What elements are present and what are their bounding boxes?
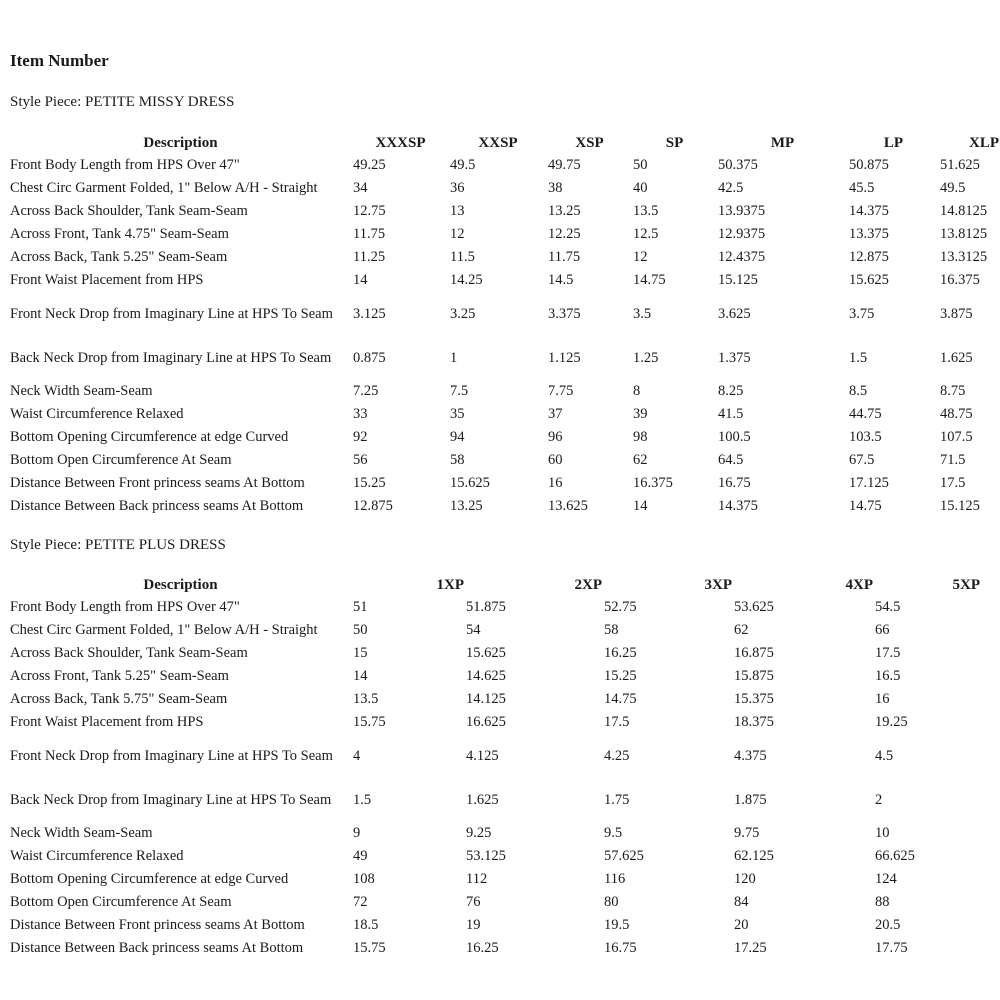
table-row (8, 665, 980, 688)
measurement-cell: 38 (548, 180, 563, 196)
measurement-cell: 3.375 (548, 305, 581, 322)
row-description: Bottom Open Circumference At Seam (10, 894, 232, 910)
measurement-cell: 107.5 (940, 429, 973, 445)
measurement-cell: 16.375 (633, 475, 673, 491)
table-row (8, 822, 980, 845)
measurement-cell: 49.5 (940, 180, 966, 196)
measurement-cell: 112 (466, 871, 488, 887)
measurement-cell: 14 (353, 668, 368, 684)
table-row (8, 269, 1000, 292)
measurement-cell: 96 (548, 429, 563, 445)
measurement-cell: 12.875 (849, 249, 889, 265)
row-description: Distance Between Back princess seams At Bottom (10, 940, 304, 956)
table-row (8, 472, 1000, 495)
row-description: Waist Circumference Relaxed (10, 406, 184, 422)
measurement-cell: 1.25 (633, 349, 659, 366)
measurement-cell: 1.75 (604, 791, 630, 808)
measurement-cell: 9.25 (466, 825, 492, 841)
measurement-cell: 17.5 (604, 714, 630, 730)
measurement-cell: 13.5 (633, 203, 659, 219)
row-description: Front Body Length from HPS Over 47" (10, 157, 240, 173)
row-description: Front Waist Placement from HPS (10, 714, 204, 730)
measurement-cell: 88 (875, 894, 890, 910)
table-row (8, 177, 1000, 200)
measurement-cell: 15.875 (734, 668, 774, 684)
column-header-description: Description (143, 134, 218, 151)
measurement-cell: 4.25 (604, 747, 630, 764)
measurement-cell: 44.75 (849, 406, 882, 422)
measurement-cell: 48.75 (940, 406, 973, 422)
measurement-cell: 50.375 (718, 157, 758, 173)
measurement-cell: 12.75 (353, 203, 386, 219)
style-piece-label-missy: Style Piece: PETITE MISSY DRESS (10, 94, 235, 110)
measurement-cell: 9 (353, 825, 361, 841)
measurement-cell: 14.75 (633, 272, 666, 288)
measurement-cell: 57.625 (604, 848, 644, 864)
measurement-cell: 12.5 (633, 226, 659, 242)
measurement-cell: 14 (353, 272, 368, 288)
row-description: Bottom Opening Circumference at edge Curved (10, 871, 289, 887)
measurement-cell: 33 (353, 406, 368, 422)
measurement-cell: 49 (353, 848, 368, 864)
measurement-cell: 1.5 (849, 349, 868, 366)
column-header-size: XXSP (478, 134, 518, 151)
measurement-cell: 53.625 (734, 599, 774, 615)
row-description: Across Back Shoulder, Tank Seam-Seam (10, 645, 248, 661)
measurement-cell: 3.875 (940, 305, 973, 322)
measurement-cell: 15.625 (849, 272, 889, 288)
measurement-cell: 13.375 (849, 226, 889, 242)
measurement-cell: 15.125 (718, 272, 758, 288)
measurement-cell: 19.25 (875, 714, 908, 730)
table-row (8, 596, 980, 619)
measurement-cell: 8.25 (718, 383, 744, 399)
measurement-cell: 17.25 (734, 940, 767, 956)
measurement-cell: 58 (604, 622, 619, 638)
column-header-size: XXXSP (375, 134, 426, 151)
measurement-cell: 4.125 (466, 747, 499, 764)
measurement-cell: 3.25 (450, 305, 476, 322)
measurement-cell: 13 (450, 203, 465, 219)
measurement-cell: 66.625 (875, 848, 915, 864)
measurement-cell: 16.875 (734, 645, 774, 661)
measurement-cell: 1.375 (718, 349, 751, 366)
measurement-cell: 14.375 (849, 203, 889, 219)
measurement-cell: 15.25 (604, 668, 637, 684)
column-header-size: 1XP (436, 576, 464, 593)
page-title: Item Number (10, 51, 109, 70)
measurement-cell: 1.875 (734, 791, 767, 808)
row-description: Neck Width Seam-Seam (10, 383, 153, 399)
measurement-cell: 16.625 (466, 714, 506, 730)
header-row (8, 574, 980, 596)
row-description: Back Neck Drop from Imaginary Line at HPS To Seam (10, 349, 332, 366)
measurement-cell: 14 (633, 498, 648, 514)
measurement-cell: 100.5 (718, 429, 751, 445)
measurement-cell: 94 (450, 429, 465, 445)
measurement-cell: 20.5 (875, 917, 901, 933)
measurement-cell: 80 (604, 894, 619, 910)
measurement-cell: 11.75 (548, 249, 581, 265)
measurement-cell: 103.5 (849, 429, 882, 445)
measurement-cell: 1.125 (548, 349, 581, 366)
measurement-cell: 11.75 (353, 226, 386, 242)
petite-plus-size-table (8, 574, 980, 960)
measurement-cell: 18.375 (734, 714, 774, 730)
column-header-size: 3XP (704, 576, 732, 593)
table-row (8, 845, 980, 868)
measurement-cell: 34 (353, 180, 368, 196)
measurement-cell: 17.5 (875, 645, 901, 661)
measurement-cell: 54.5 (875, 599, 901, 615)
measurement-cell: 10 (875, 825, 890, 841)
measurement-cell: 1.5 (353, 791, 372, 808)
column-header-size: 5XP (952, 576, 980, 593)
table-row (8, 403, 1000, 426)
measurement-cell: 35 (450, 406, 465, 422)
measurement-cell: 16.25 (604, 645, 637, 661)
measurement-cell: 51.875 (466, 599, 506, 615)
measurement-cell: 4 (353, 747, 361, 764)
petite-missy-size-table (8, 132, 1000, 518)
measurement-cell: 13.3125 (940, 249, 988, 265)
table-row (8, 154, 1000, 177)
measurement-cell: 15.625 (450, 475, 490, 491)
table-row (8, 246, 1000, 269)
measurement-cell: 17.75 (875, 940, 908, 956)
measurement-cell: 54 (466, 622, 481, 638)
measurement-cell: 12.4375 (718, 249, 766, 265)
measurement-cell: 8.5 (849, 383, 868, 399)
measurement-cell: 11.25 (353, 249, 386, 265)
measurement-cell: 62.125 (734, 848, 774, 864)
measurement-cell: 7.5 (450, 383, 469, 399)
column-header-size: MP (770, 134, 795, 151)
measurement-cell: 53.125 (466, 848, 506, 864)
measurement-cell: 98 (633, 429, 648, 445)
measurement-cell: 15.25 (353, 475, 386, 491)
measurement-cell: 9.5 (604, 825, 623, 841)
measurement-cell: 19 (466, 917, 481, 933)
table-row (8, 711, 980, 734)
measurement-cell: 16.25 (466, 940, 499, 956)
table-row (8, 495, 1000, 518)
column-header-description: Description (143, 576, 218, 593)
row-description: Distance Between Front princess seams At Bottom (10, 475, 305, 491)
measurement-cell: 49.75 (548, 157, 581, 173)
measurement-cell: 36 (450, 180, 465, 196)
row-description: Across Back, Tank 5.75" Seam-Seam (10, 691, 228, 707)
measurement-cell: 40 (633, 180, 648, 196)
measurement-cell: 15.125 (940, 498, 980, 514)
measurement-cell: 0.875 (353, 349, 386, 366)
row-description: Neck Width Seam-Seam (10, 825, 153, 841)
measurement-cell: 3.5 (633, 305, 652, 322)
measurement-cell: 14.125 (466, 691, 506, 707)
row-description: Back Neck Drop from Imaginary Line at HPS To Seam (10, 791, 332, 808)
measurement-cell: 50 (353, 622, 368, 638)
header-row (8, 132, 1000, 154)
table-row (8, 937, 980, 960)
measurement-cell: 1 (450, 349, 458, 366)
measurement-cell: 3.625 (718, 305, 751, 322)
measurement-cell: 52.75 (604, 599, 637, 615)
column-header-size: 2XP (574, 576, 602, 593)
measurement-cell: 4.5 (875, 747, 894, 764)
measurement-cell: 16 (548, 475, 563, 491)
measurement-cell: 51 (353, 599, 368, 615)
measurement-cell: 49.25 (353, 157, 386, 173)
measurement-cell: 8 (633, 383, 641, 399)
measurement-cell: 51.625 (940, 157, 980, 173)
measurement-cell: 60 (548, 452, 563, 468)
column-header-size: SP (665, 134, 684, 151)
measurement-cell: 16.75 (718, 475, 751, 491)
measurement-cell: 39 (633, 406, 648, 422)
row-description: Front Body Length from HPS Over 47" (10, 599, 240, 615)
measurement-cell: 18.5 (353, 917, 379, 933)
measurement-cell: 50 (633, 157, 648, 173)
row-description: Bottom Opening Circumference at edge Curved (10, 429, 289, 445)
measurement-cell: 15.75 (353, 940, 386, 956)
measurement-cell: 13.25 (450, 498, 483, 514)
measurement-cell: 14.625 (466, 668, 506, 684)
measurement-cell: 13.625 (548, 498, 588, 514)
measurement-cell: 13.25 (548, 203, 581, 219)
measurement-cell: 15 (353, 645, 368, 661)
measurement-cell: 13.9375 (718, 203, 766, 219)
measurement-cell: 12.875 (353, 498, 393, 514)
measurement-cell: 14.25 (450, 272, 483, 288)
row-description: Chest Circ Garment Folded, 1" Below A/H - Straight (10, 622, 318, 638)
measurement-cell: 12 (450, 226, 465, 242)
measurement-cell: 14.375 (718, 498, 758, 514)
measurement-cell: 41.5 (718, 406, 744, 422)
table-row (8, 891, 980, 914)
row-description: Distance Between Back princess seams At Bottom (10, 498, 304, 514)
measurement-cell: 17.125 (849, 475, 889, 491)
measurement-cell: 19.5 (604, 917, 630, 933)
measurement-cell: 116 (604, 871, 626, 887)
measurement-cell: 14.75 (849, 498, 882, 514)
measurement-cell: 14.8125 (940, 203, 988, 219)
column-header-size: XLP (969, 134, 999, 151)
column-header-size: LP (883, 134, 904, 151)
measurement-cell: 71.5 (940, 452, 966, 468)
measurement-cell: 1.625 (940, 349, 973, 366)
style-piece-label-plus: Style Piece: PETITE PLUS DRESS (10, 537, 226, 553)
measurement-cell: 58 (450, 452, 465, 468)
table-row (8, 642, 980, 665)
measurement-cell: 16.75 (604, 940, 637, 956)
table-row (8, 336, 1000, 380)
measurement-cell: 15.625 (466, 645, 506, 661)
measurement-cell: 4.375 (734, 747, 767, 764)
measurement-cell: 12.25 (548, 226, 581, 242)
row-description: Waist Circumference Relaxed (10, 848, 184, 864)
measurement-cell: 16.375 (940, 272, 980, 288)
measurement-cell: 67.5 (849, 452, 875, 468)
row-description: Across Front, Tank 5.25" Seam-Seam (10, 668, 229, 684)
table-row (8, 380, 1000, 403)
measurement-cell: 49.5 (450, 157, 476, 173)
measurement-cell: 108 (353, 871, 375, 887)
measurement-cell: 56 (353, 452, 368, 468)
row-description: Front Neck Drop from Imaginary Line at HPS To Seam (10, 305, 333, 322)
measurement-cell: 42.5 (718, 180, 744, 196)
measurement-cell: 92 (353, 429, 368, 445)
measurement-cell: 120 (734, 871, 756, 887)
measurement-cell: 62 (734, 622, 749, 638)
measurement-cell: 64.5 (718, 452, 744, 468)
measurement-cell: 3.75 (849, 305, 875, 322)
measurement-cell: 20 (734, 917, 749, 933)
column-header-size: 4XP (845, 576, 873, 593)
measurement-cell: 2 (875, 791, 883, 808)
measurement-cell: 84 (734, 894, 749, 910)
row-description: Bottom Open Circumference At Seam (10, 452, 232, 468)
column-header-size: XSP (575, 134, 604, 151)
table-row (8, 778, 980, 822)
measurement-cell: 13.5 (353, 691, 379, 707)
measurement-cell: 12.9375 (718, 226, 766, 242)
row-description: Chest Circ Garment Folded, 1" Below A/H - Straight (10, 180, 318, 196)
measurement-cell: 11.5 (450, 249, 475, 265)
measurement-cell: 62 (633, 452, 648, 468)
measurement-cell: 7.25 (353, 383, 379, 399)
measurement-cell: 45.5 (849, 180, 875, 196)
table-row (8, 449, 1000, 472)
measurement-cell: 66 (875, 622, 890, 638)
measurement-cell: 14.5 (548, 272, 574, 288)
table-row (8, 292, 1000, 336)
measurement-cell: 16 (875, 691, 890, 707)
measurement-cell: 76 (466, 894, 481, 910)
table-row (8, 223, 1000, 246)
measurement-cell: 12 (633, 249, 648, 265)
measurement-cell: 9.75 (734, 825, 760, 841)
measurement-cell: 8.75 (940, 383, 966, 399)
table-row (8, 619, 980, 642)
row-description: Across Back, Tank 5.25" Seam-Seam (10, 249, 228, 265)
row-description: Across Back Shoulder, Tank Seam-Seam (10, 203, 248, 219)
measurement-cell: 1.625 (466, 791, 499, 808)
measurement-cell: 50.875 (849, 157, 889, 173)
measurement-cell: 14.75 (604, 691, 637, 707)
table-row (8, 688, 980, 711)
table-row (8, 868, 980, 891)
measurement-cell: 15.75 (353, 714, 386, 730)
measurement-cell: 16.5 (875, 668, 901, 684)
measurement-cell: 7.75 (548, 383, 574, 399)
row-description: Front Neck Drop from Imaginary Line at HPS To Seam (10, 747, 333, 764)
row-description: Across Front, Tank 4.75" Seam-Seam (10, 226, 229, 242)
measurement-cell: 72 (353, 894, 368, 910)
row-description: Front Waist Placement from HPS (10, 272, 204, 288)
table-row (8, 734, 980, 778)
measurement-cell: 3.125 (353, 305, 386, 322)
table-row (8, 914, 980, 937)
table-row (8, 200, 1000, 223)
table-row (8, 426, 1000, 449)
measurement-cell: 17.5 (940, 475, 966, 491)
measurement-cell: 124 (875, 871, 897, 887)
row-description: Distance Between Front princess seams At Bottom (10, 917, 305, 933)
measurement-cell: 37 (548, 406, 563, 422)
measurement-cell: 15.375 (734, 691, 774, 707)
measurement-cell: 13.8125 (940, 226, 988, 242)
